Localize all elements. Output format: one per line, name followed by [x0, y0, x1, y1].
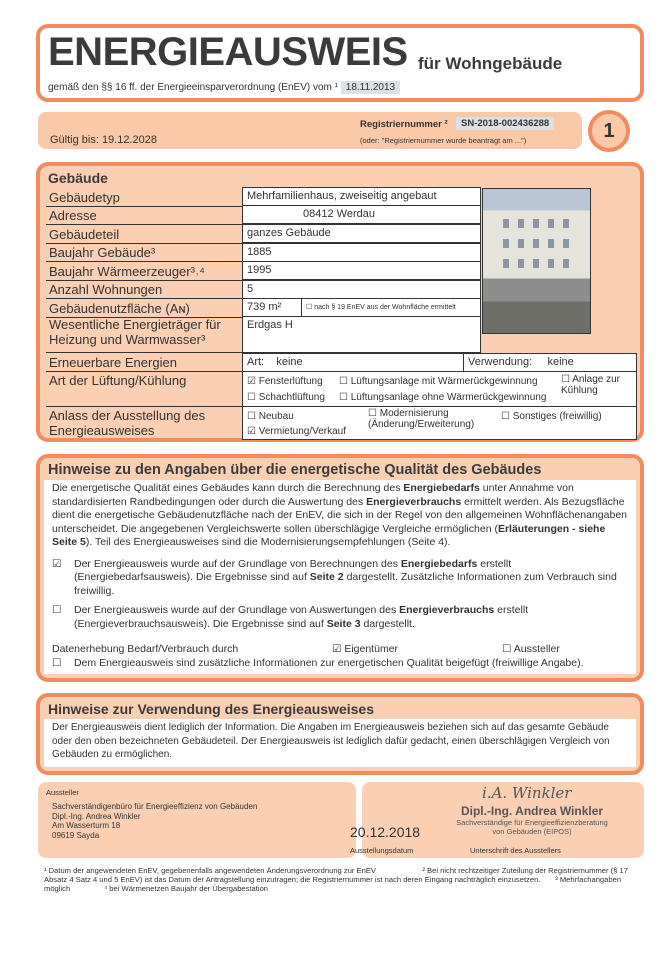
issue-reason-options: [242, 406, 637, 440]
demand-option: ☑ Der Energieausweis wurde auf der Grundlage von Berechnungen des Energiebedarfs erstellt (Energiebedarfsausweis). Die Ergebnisse sind auf Seite 2 dargestellt. Zusätzliche Informationen zum Verbrauch sind freiwillig.: [52, 557, 617, 597]
label-building-part: Gebäudeteil: [46, 226, 242, 244]
quality-notes-section: [36, 454, 644, 682]
renewables-use: [463, 353, 637, 372]
building-section: [36, 162, 644, 442]
checkbox-demand[interactable]: ☑: [52, 557, 62, 570]
footnote-3: ³ Mehrfachangaben möglich: [44, 875, 622, 893]
value-apartments: 5: [242, 280, 481, 299]
label-issue-reason: Anlass der Ausstellung des Energieausweises: [49, 408, 206, 438]
consumption-option: ☐ Der Energieausweis wurde auf der Grundlage von Auswertungen des Energieverbrauchs erstellt (Energieverbrauchsausweis). Die Ergebnisse sind auf Seite 3 dargestellt.: [52, 604, 529, 630]
checkbox-ventilation-with-recovery[interactable]: ☐ Lüftungsanlage mit Wärmerückgewinnung: [339, 376, 538, 387]
value-year-heater: 1995: [242, 261, 481, 280]
renewables-type: [242, 353, 464, 372]
issue-date: 20.12.2018: [350, 824, 421, 840]
label-energy-carrier: Wesentliche Energieträger für Heizung und Warmwasser³: [46, 317, 242, 353]
checkbox-new-building[interactable]: ☐ Neubau: [247, 411, 294, 422]
floor-area-checkbox[interactable]: ☐ nach § 19 EnEV aus der Wohnfläche ermittelt: [301, 298, 481, 317]
art-label: Art:: [247, 356, 265, 368]
label-ventilation: Art der Lüftung/Kühlung: [46, 372, 242, 407]
signature: i.A. Winkler: [482, 784, 572, 802]
checkbox-rent-sale[interactable]: ☑ Vermietung/Verkauf: [247, 426, 347, 437]
label-floor-area: Gebäudenutzfläche (Aɴ): [46, 300, 242, 318]
issue-date-label: Ausstellungsdatum: [350, 846, 414, 855]
checkbox-shaft-ventilation[interactable]: ☐ Schachtlüftung: [247, 392, 325, 403]
value-floor-area: 739 m²: [242, 298, 302, 317]
checkbox-window-ventilation[interactable]: ☑ Fensterlüftung: [247, 376, 323, 387]
registration-number: SN-2018-002436288: [456, 117, 554, 130]
intro-paragraph: Die energetische Qualität eines Gebäudes kann durch die Berechnung des Energiebedarfs unter Annahme von standardisierten Randbedingungen oder durch die Auswertung des Energieverbrauchs ermittelt werden. Als Bezugsfläche dient die energetische Gebäudenutzfläche nach der EnEV, die sich in der Regel von den allgemeinen Wohnflächenangaben unterscheidet. Die angegebenen Vergleichswerte sollen überschlägige Vergleiche ermöglichen (Erläuterungen - siehe Seite 5). Teil des Energieausweises sind die Modernisierungsempfehlungen (Seite 4).: [52, 482, 627, 548]
checkbox-ventilation-without-recovery[interactable]: ☐ Lüftungsanlage ohne Wärmerückgewinnung: [339, 392, 547, 403]
use-value: keine: [547, 356, 574, 368]
checkbox-owner[interactable]: ☑ Eigentümer: [332, 643, 399, 655]
checkbox-extra-info[interactable]: ☐: [52, 657, 62, 669]
regulation-line: [48, 82, 400, 93]
value-energy-carrier: Erdgas H: [242, 316, 481, 353]
label-renewables: Erneuerbare Energien: [46, 354, 242, 372]
section-heading: Hinweise zu den Angaben über die energetische Qualität des Gebäudes: [48, 462, 542, 478]
regulation-text: gemäß den §§ 16 ff. der Energieeinsparverordnung (EnEV) vom ¹: [48, 82, 338, 93]
use-label: Verwendung:: [468, 356, 533, 368]
issuer-stamp: Dipl.-Ing. Andrea Winkler Sachverständige für Energieeffizienzberatung von Gebäuden (EIPOS): [456, 804, 608, 836]
document-title: ENERGIEAUSWEIS: [48, 30, 408, 74]
art-value: keine: [276, 356, 303, 368]
valid-until: Gültig bis: 19.12.2028: [50, 134, 158, 146]
footnote-1: ¹ Datum der angewendeten EnEV, gegebenenfalls angewendeten Änderungsverordnung zur EnEV: [44, 866, 376, 875]
data-collection-row: [52, 643, 628, 657]
value-year-built: 1885: [242, 243, 481, 262]
label-address: Adresse: [46, 207, 242, 225]
label-year-heater: Baujahr Wärmeerzeuger³˒⁴: [46, 263, 242, 281]
checkbox-other[interactable]: ☐ Sonstiges (freiwillig): [501, 411, 602, 422]
issuer-address: Sachverständigenbüro für Energieeffizienz von Gebäuden Dipl.-Ing. Andrea Winkler Am Wasserturm 18 09619 Sayda: [52, 802, 258, 840]
usage-text: Der Energieausweis dient lediglich der Information. Die Angaben im Energieausweis beziehen sich auf das gesamte Gebäude oder den oben bezeichneten Gebäudeteil. Der Energieausweis ist lediglich dafür gedacht, einen überschlägigen Vergleich von Gebäuden zu ermöglichen.: [52, 722, 610, 760]
section-heading: Hinweise zur Verwendung des Energieausweises: [48, 701, 375, 717]
signature-box: [350, 782, 644, 858]
label-year-built: Baujahr Gebäude³: [46, 244, 242, 262]
footnotes: [44, 866, 640, 893]
quality-notes-body: [44, 480, 636, 674]
usage-notes-section: [36, 693, 644, 775]
label-apartments: Anzahl Wohnungen: [46, 281, 242, 299]
checkbox-consumption[interactable]: ☐: [52, 604, 62, 616]
checkbox-issuer[interactable]: ☐ Aussteller: [502, 643, 560, 655]
checkbox-modernisation[interactable]: ☐ Modernisierung (Änderung/Erweiterung): [368, 408, 475, 430]
registration-label: Registriernummer ²: [360, 119, 448, 130]
signature-label: Unterschrift des Ausstellers: [470, 846, 561, 855]
issuer-box: [38, 782, 356, 858]
label-building-type: Gebäudetyp: [46, 189, 242, 207]
value-address: 08412 Werdau: [242, 205, 481, 224]
data-collection-label: Datenerhebung Bedarf/Verbrauch durch: [52, 643, 239, 655]
extra-info-option: ☐ Dem Energieausweis sind zusätzliche Informationen zur energetischen Qualität beigefügt (freiwillige Angabe).: [52, 657, 584, 669]
checkbox-cooling[interactable]: ☐ Anlage zur Kühlung: [561, 374, 620, 396]
usage-notes-body: [44, 719, 636, 767]
footnote-2: ² Bei nicht rechtzeitiger Zuteilung der Registriernummer (§ 17 Absatz 4 Satz 4 und 5 EnEV) ist das Datum der Antragstellung einzutragen; die Registriernummer ist nach deren Eingang nachträglich einzusetzen.: [44, 866, 628, 884]
section-heading: Gebäude: [48, 170, 108, 186]
ventilation-options: [242, 371, 637, 407]
regulation-date: 18.11.2013: [341, 81, 400, 94]
footnote-4: ⁴ bei Wärmenetzen Baujahr der Übergabestation: [103, 884, 269, 893]
value-building-type: Mehrfamilienhaus, zweiseitig angebaut: [242, 187, 481, 206]
page-number-badge: 1: [588, 110, 630, 152]
registration-note: (oder: "Registriernummer wurde beantragt am ..."): [360, 136, 527, 145]
building-photo: [482, 188, 591, 334]
issuer-label: Aussteller: [46, 788, 79, 797]
value-building-part: ganzes Gebäude: [242, 224, 481, 243]
document-subtitle: für Wohngebäude: [418, 54, 563, 73]
